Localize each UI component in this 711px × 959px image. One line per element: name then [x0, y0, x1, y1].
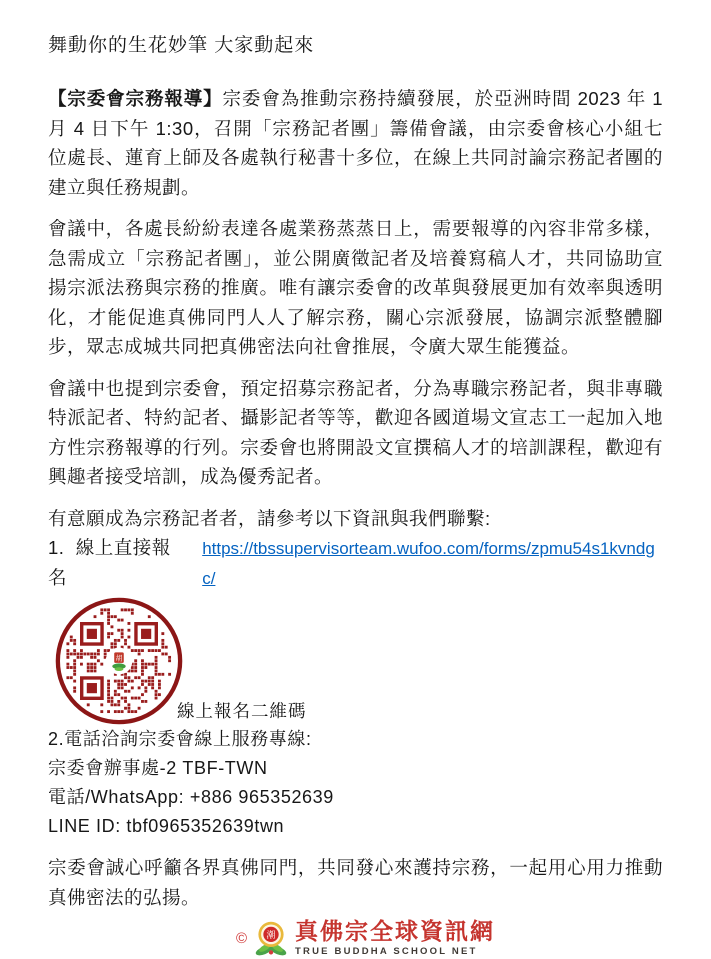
- closing-paragraph: 宗委會誠心呼籲各界真佛同門，共同發心來護持宗務，一起用心用力推動真佛密法的弘揚。: [48, 857, 663, 908]
- headline: 舞動你的生花妙筆 大家動起來: [48, 35, 315, 56]
- signup-link[interactable]: https://tbssupervisorteam.wufoo.com/forms/zpmu54s1kvndgc/: [202, 539, 655, 588]
- qr-caption: 線上報名二維碼: [177, 701, 307, 721]
- site-name-en: TRUE BUDDHA SCHOOL NET: [295, 945, 478, 957]
- paragraph-report: [48, 84, 663, 202]
- svg-text:胡: 胡: [115, 654, 123, 663]
- site-name-zh: 真佛宗全球資訊網: [295, 918, 496, 944]
- contact-intro: 有意願成為宗務記者者，請參考以下資訊與我們聯繫:: [48, 507, 491, 529]
- report-tag: 【宗委會宗務報導】: [48, 88, 223, 109]
- qr-section: [48, 597, 663, 725]
- report-body: 宗委會為推動宗務持續發展，於亞洲時間 2023 年 1 月 4 日下午 1:30，召開「宗務記者團」籌備會議，由宗委會核心小組七位處長、蓮育上師及各處執行秘書十多位，在線上共同討論宗務記者團的建立與任務規劃。: [48, 88, 663, 198]
- paragraph-recruit: 會議中也提到宗委會，預定招募宗務記者，分為專職宗務記者，與非專職特派記者、特約記者、攝影記者等等，歡迎各國道場文宣志工一起加入地方性宗務報導的行列。宗委會也將開設文宣撰稿人才的培訓課程，歡迎有興趣者接受培訓，成為優秀記者。: [48, 377, 663, 487]
- svg-text:潮: 潮: [266, 931, 276, 941]
- signup-row: [48, 533, 663, 593]
- phone-section: [48, 725, 663, 841]
- paragraph-meeting: 會議中，各處長紛紛表達各處業務蒸蒸日上，需要報導的內容非常多樣，急需成立「宗務記者團」，並公開廣徵記者及培養寫稿人才，共同協助宣揚宗派法務與宗務的推廣。唯有讓宗委會的改革與發展更加有效率與透明化，才能促進真佛同門人人了解宗務，關心宗派發展，協調宗派整體腳步，眾志成城共同把真佛密法向社會推展，令廣大眾生能獲益。: [48, 218, 663, 357]
- line-id-line: LINE ID: tbf0965352639twn: [48, 816, 285, 836]
- phone-heading: 2.電話洽詢宗委會線上服務專線:: [48, 729, 312, 749]
- footer-logo: [58, 917, 673, 959]
- tbs-emblem-icon: [253, 917, 289, 959]
- phone-line: 電話/WhatsApp: +886 965352639: [48, 787, 334, 807]
- signup-label: 1. 線上直接報名: [48, 537, 171, 588]
- office-line: 宗委會辦事處-2 TBF-TWN: [48, 758, 268, 778]
- qr-code: [55, 597, 183, 725]
- copyright-symbol: ©: [235, 929, 248, 947]
- site-names: [295, 920, 495, 957]
